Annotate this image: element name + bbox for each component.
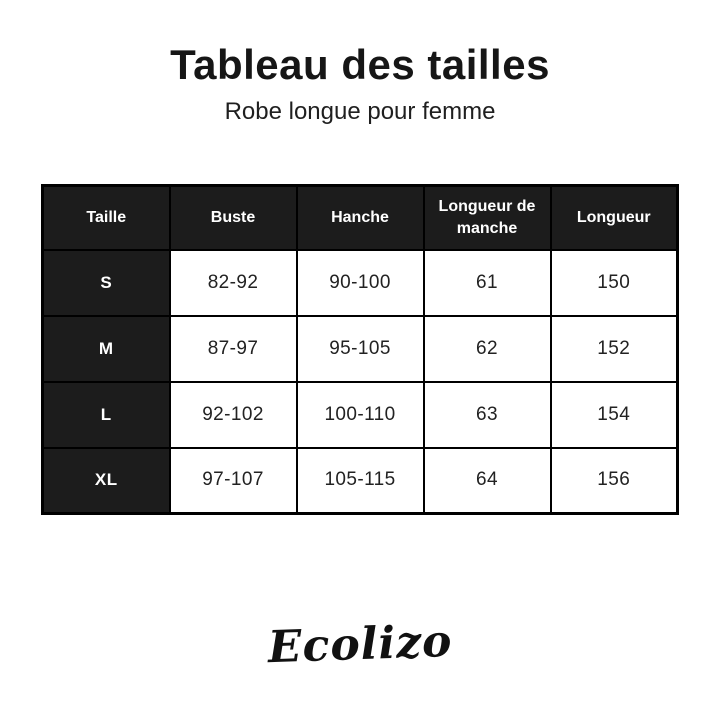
- row-header-size: M: [43, 316, 170, 382]
- page-header: [0, 0, 720, 126]
- size-chart-body: [43, 250, 678, 514]
- brand-logo: Ecolizo: [266, 615, 454, 674]
- column-header-hanche: Hanche: [297, 186, 424, 250]
- column-header-longueur: Longueur: [551, 186, 678, 250]
- row-header-size: L: [43, 382, 170, 448]
- header-row: [43, 186, 678, 250]
- cell-longueur: 154: [551, 382, 678, 448]
- table-row-l: [43, 382, 678, 448]
- column-header-longueur-de-manche: Longueur de manche: [424, 186, 551, 250]
- cell-hanche: 100-110: [297, 382, 424, 448]
- cell-longueur: 150: [551, 250, 678, 316]
- cell-longueur-de-manche: 62: [424, 316, 551, 382]
- column-header-buste: Buste: [170, 186, 297, 250]
- cell-longueur: 156: [551, 448, 678, 514]
- size-chart-header: [43, 186, 678, 250]
- row-header-size: XL: [43, 448, 170, 514]
- row-header-size: S: [43, 250, 170, 316]
- size-chart-table: [41, 184, 679, 515]
- cell-longueur: 152: [551, 316, 678, 382]
- cell-hanche: 95-105: [297, 316, 424, 382]
- cell-longueur-de-manche: 61: [424, 250, 551, 316]
- table-row-xl: [43, 448, 678, 514]
- cell-buste: 92-102: [170, 382, 297, 448]
- cell-buste: 82-92: [170, 250, 297, 316]
- column-header-taille: Taille: [43, 186, 170, 250]
- page-title: Tableau des tailles: [170, 41, 550, 88]
- cell-buste: 97-107: [170, 448, 297, 514]
- cell-buste: 87-97: [170, 316, 297, 382]
- page-footer: [0, 615, 720, 674]
- cell-hanche: 105-115: [297, 448, 424, 514]
- table-row-s: [43, 250, 678, 316]
- cell-hanche: 90-100: [297, 250, 424, 316]
- cell-longueur-de-manche: 64: [424, 448, 551, 514]
- table-row-m: [43, 316, 678, 382]
- page-subtitle: Robe longue pour femme: [224, 98, 496, 125]
- cell-longueur-de-manche: 63: [424, 382, 551, 448]
